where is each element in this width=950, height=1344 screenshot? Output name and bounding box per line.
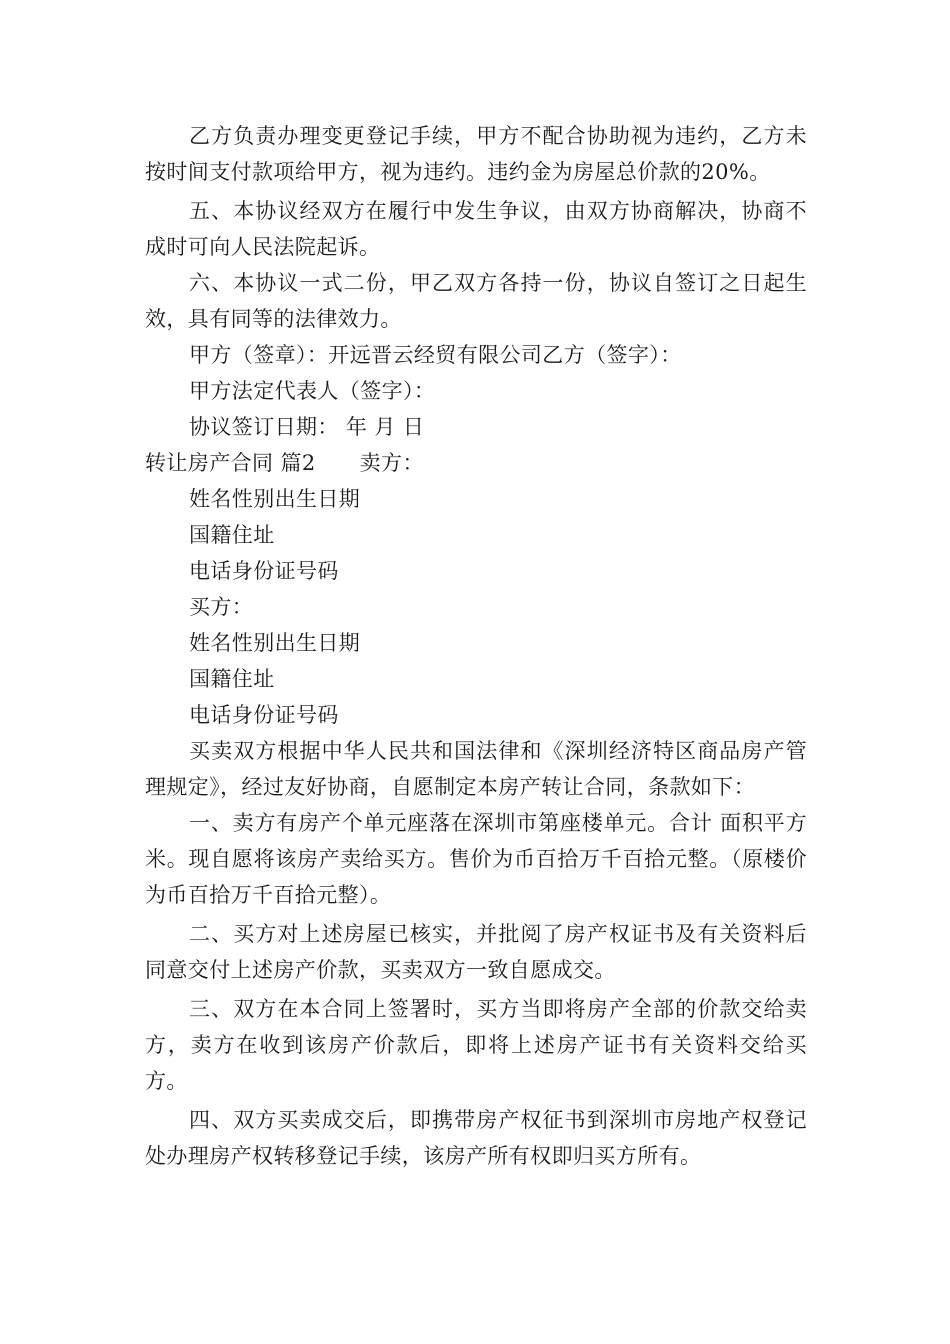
- paragraph-copies: 六、本协议一式二份，甲乙双方各持一份，协议自签订之日起生效，具有同等的法律效力。: [145, 271, 807, 331]
- contract-clause-1: 一、卖方有房产个单元座落在深圳市第座楼单元。合计 面积平方米。现自愿将该房产卖给买方。售价为币百拾万千百拾元整。（原楼价为币百拾万千百拾元整）。: [145, 811, 807, 907]
- signature-line-representative: 甲方法定代表人（签字）：: [189, 379, 436, 403]
- paragraph-dispute: 五、本协议经双方在履行中发生争议，由双方协商解决，协商不成时可向人民法院起诉。: [145, 199, 807, 259]
- contract-clause-3: 三、双方在本合同上签署时，买方当即将房产全部的价款交给卖方，卖方在收到该房产价款后，即将上述房产证书有关资料交给买方。: [145, 997, 807, 1093]
- signature-line-parties: 甲方（签章）：开远晋云经贸有限公司乙方（签字）：: [189, 343, 682, 367]
- seller-line-nationality: 国籍住址: [189, 523, 275, 547]
- paragraph-breach: 乙方负责办理变更登记手续，甲方不配合协助视为违约，乙方未按时间支付款项给甲方，视为违约。违约金为房屋总价款的20%。: [145, 124, 807, 184]
- contract-clause-2: 二、买方对上述房屋已核实，并批阅了房产权证书及有关资料后同意交付上述房产价款，买卖双方一致自愿成交。: [145, 922, 807, 982]
- signing-date-line: 协议签订日期： 年 月 日: [189, 415, 425, 439]
- contract-clause-4: 四、双方买卖成交后，即携带房产权征书到深圳市房地产权登记处办理房产权转移登记手续，该房产所有权即归买方所有。: [145, 1108, 807, 1168]
- seller-line-name: 姓名性别出生日期: [189, 487, 361, 511]
- buyer-line-phone: 电话身份证号码: [189, 703, 339, 727]
- seller-label: 卖方：: [359, 451, 424, 475]
- buyer-line-name: 姓名性别出生日期: [189, 631, 361, 655]
- contract-preamble: 买卖双方根据中华人民共和国法律和《深圳经济特区商品房产管理规定》，经过友好协商，自愿制定本房产转让合同，条款如下：: [145, 739, 807, 799]
- section-heading: [145, 445, 807, 481]
- buyer-label: 买方：: [189, 595, 254, 619]
- seller-line-phone: 电话身份证号码: [189, 559, 339, 583]
- buyer-line-nationality: 国籍住址: [189, 667, 275, 691]
- section-title: 转让房产合同 篇2: [145, 451, 316, 475]
- document-page: [145, 118, 807, 1174]
